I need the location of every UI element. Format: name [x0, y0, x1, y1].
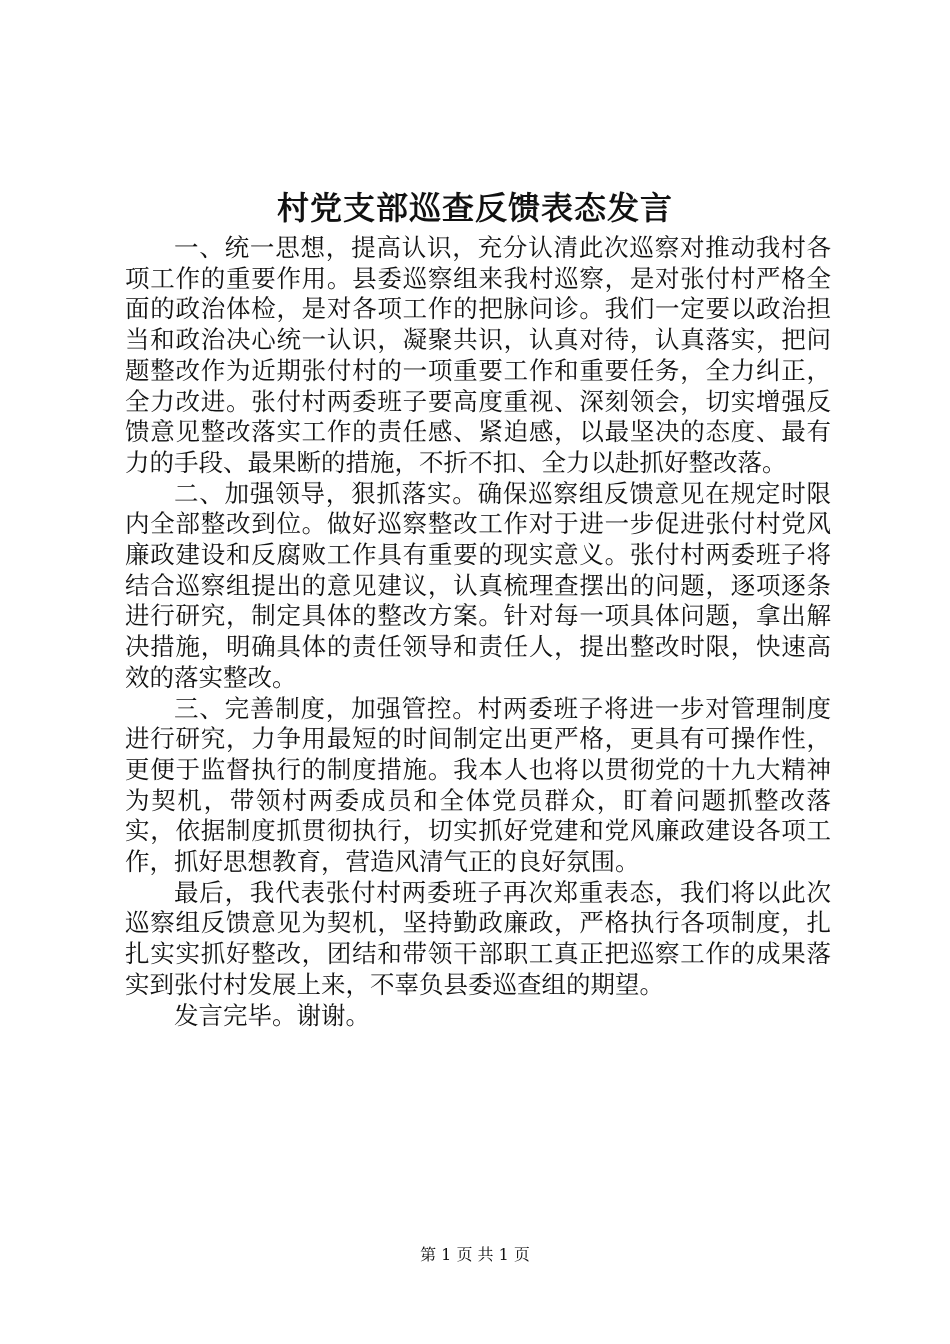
- page-number-footer: 第 1 页 共 1 页: [420, 1245, 530, 1264]
- paragraph-4: 最后，我代表张付村两委班子再次郑重表态，我们将以此次巡察组反馈意见为契机，坚持勤政廉政，严格执行各项制度，扎扎实实抓好整改，团结和带领干部职工真正把巡察工作的成果落实到张付村发展上来，不辜负县委巡查组的期望。: [125, 877, 831, 999]
- document-title: 村党支部巡查反馈表态发言: [276, 189, 673, 227]
- paragraph-5: 发言完毕。谢谢。: [174, 1000, 370, 1030]
- paragraph-3: 三、完善制度，加强管控。村两委班子将进一步对管理制度进行研究，力争用最短的时间制定出更严格，更具有可操作性，更便于监督执行的制度措施。我本人也将以贯彻党的十九大精神为契机，带领村两委成员和全体党员群众，盯着问题抓整改落实，依据制度抓贯彻执行，切实抓好党建和党风廉政建设各项工作，抓好思想教育，营造风清气正的良好氛围。: [125, 693, 831, 877]
- document-body: [125, 233, 831, 1031]
- paragraph-2: 二、加强领导，狠抓落实。确保巡察组反馈意见在规定时限内全部整改到位。做好巡察整改工作对于进一步促进张付村党风廉政建设和反腐败工作具有重要的现实意义。张付村两委班子将结合巡察组提出的意见建议，认真梳理查摆出的问题，逐项逐条进行研究，制定具体的整改方案。针对每一项具体问题，拿出解决措施，明确具体的责任领导和责任人，提出整改时限，快速高效的落实整改。: [125, 478, 831, 692]
- paragraph-1: 一、统一思想，提高认识，充分认清此次巡察对推动我村各项工作的重要作用。县委巡察组来我村巡察，是对张付村严格全面的政治体检，是对各项工作的把脉问诊。我们一定要以政治担当和政治决心统一认识，凝聚共识，认真对待，认真落实，把问题整改作为近期张付村的一项重要工作和重要任务，全力纠正，全力改进。张付村两委班子要高度重视、深刻领会，切实增强反馈意见整改落实工作的责任感、紧迫感，以最坚决的态度、最有力的手段、最果断的措施，不折不扣、全力以赴抓好整改落。: [125, 233, 831, 477]
